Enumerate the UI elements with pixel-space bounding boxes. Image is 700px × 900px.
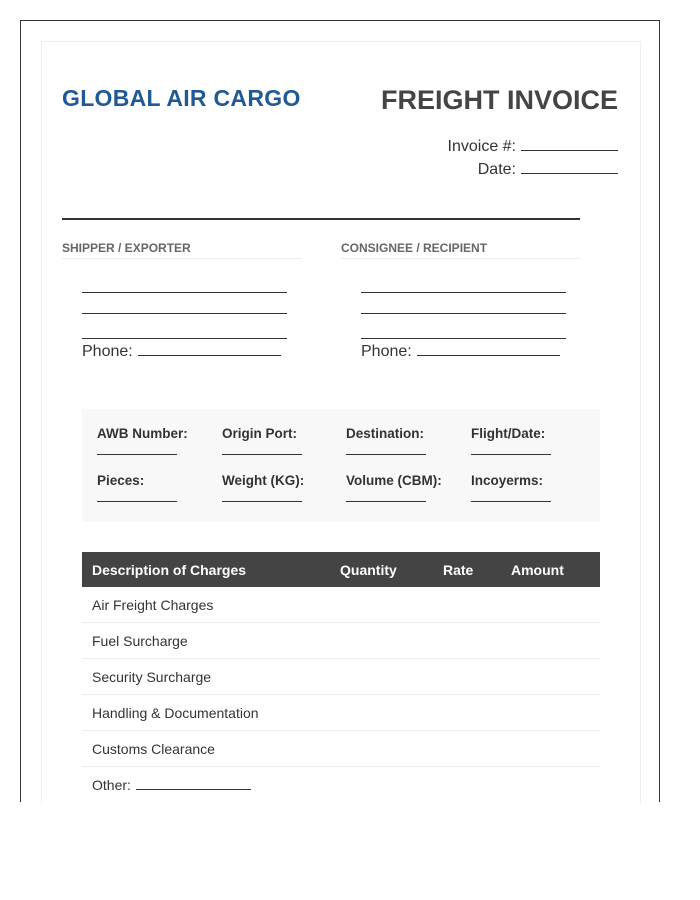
invoice-date-row xyxy=(478,161,618,179)
field-blank-line xyxy=(222,454,302,455)
charge-description: Handling & Documentation xyxy=(92,705,259,721)
invoice-number-field[interactable] xyxy=(521,138,618,151)
origin-port-field[interactable] xyxy=(222,426,342,455)
invoice-date-field[interactable] xyxy=(521,161,618,174)
invoice-number-label: Invoice #: xyxy=(447,138,516,155)
field-label: Destination: xyxy=(346,426,425,441)
table-row[interactable] xyxy=(82,731,600,767)
field-label: Flight/Date: xyxy=(471,426,546,441)
charge-description: Other: xyxy=(92,777,131,793)
table-row[interactable] xyxy=(82,659,600,695)
column-header-amount: Amount xyxy=(511,562,564,578)
charges-table-header xyxy=(82,552,600,587)
flight-date-field[interactable] xyxy=(471,426,591,455)
field-blank-line xyxy=(346,501,426,502)
field-blank-line xyxy=(97,501,177,502)
consignee-address-line[interactable] xyxy=(361,292,566,293)
shipper-phone-label: Phone: xyxy=(82,343,133,360)
charge-description: Fuel Surcharge xyxy=(92,633,188,649)
incoterms-field[interactable] xyxy=(471,473,591,502)
field-blank-line xyxy=(222,501,302,502)
awb-number-field[interactable] xyxy=(97,426,217,455)
field-blank-line xyxy=(471,454,551,455)
column-header-quantity: Quantity xyxy=(340,562,397,578)
table-row[interactable] xyxy=(82,767,600,802)
shipper-address-line[interactable] xyxy=(82,313,287,314)
table-row[interactable] xyxy=(82,623,600,659)
volume-field[interactable] xyxy=(346,473,466,502)
charge-description: Security Surcharge xyxy=(92,669,212,685)
consignee-phone-row xyxy=(361,343,560,361)
company-name: GLOBAL AIR CARGO xyxy=(62,85,301,111)
charges-table xyxy=(82,552,600,802)
column-header-description: Description of Charges xyxy=(92,562,247,578)
shipper-address-line[interactable] xyxy=(82,292,287,293)
shipment-details-panel xyxy=(82,409,600,522)
field-label: Pieces: xyxy=(97,473,145,488)
field-blank-line xyxy=(346,454,426,455)
shipper-heading: SHIPPER / EXPORTER xyxy=(62,241,302,259)
shipper-phone-row xyxy=(82,343,281,361)
shipper-phone-field[interactable] xyxy=(138,343,281,356)
invoice-page-frame xyxy=(20,20,660,802)
shipper-address-line[interactable] xyxy=(82,338,287,339)
field-label: Origin Port: xyxy=(222,426,297,441)
field-label: Weight (KG): xyxy=(222,473,305,488)
invoice-date-label: Date: xyxy=(477,161,516,178)
pieces-field[interactable] xyxy=(97,473,217,502)
charge-description: Air Freight Charges xyxy=(92,597,214,613)
consignee-phone-field[interactable] xyxy=(417,343,560,356)
charge-description: Customs Clearance xyxy=(92,741,215,757)
weight-field[interactable] xyxy=(222,473,342,502)
column-header-rate: Rate xyxy=(443,562,474,578)
other-charge-row xyxy=(92,777,251,793)
consignee-address-line[interactable] xyxy=(361,338,566,339)
other-charge-field[interactable] xyxy=(136,777,251,790)
consignee-address-line[interactable] xyxy=(361,313,566,314)
header-divider xyxy=(62,218,580,220)
field-label: Volume (CBM): xyxy=(346,473,442,488)
field-blank-line xyxy=(97,454,177,455)
document-title: FREIGHT INVOICE xyxy=(380,85,618,115)
invoice-number-row xyxy=(448,138,618,156)
consignee-heading: CONSIGNEE / RECIPIENT xyxy=(341,241,581,259)
field-label: Incoyerms: xyxy=(471,473,544,488)
table-row[interactable] xyxy=(82,695,600,731)
destination-field[interactable] xyxy=(346,426,466,455)
consignee-phone-label: Phone: xyxy=(361,343,412,360)
field-blank-line xyxy=(471,501,551,502)
field-label: AWB Number: xyxy=(97,426,188,441)
table-row[interactable] xyxy=(82,587,600,623)
